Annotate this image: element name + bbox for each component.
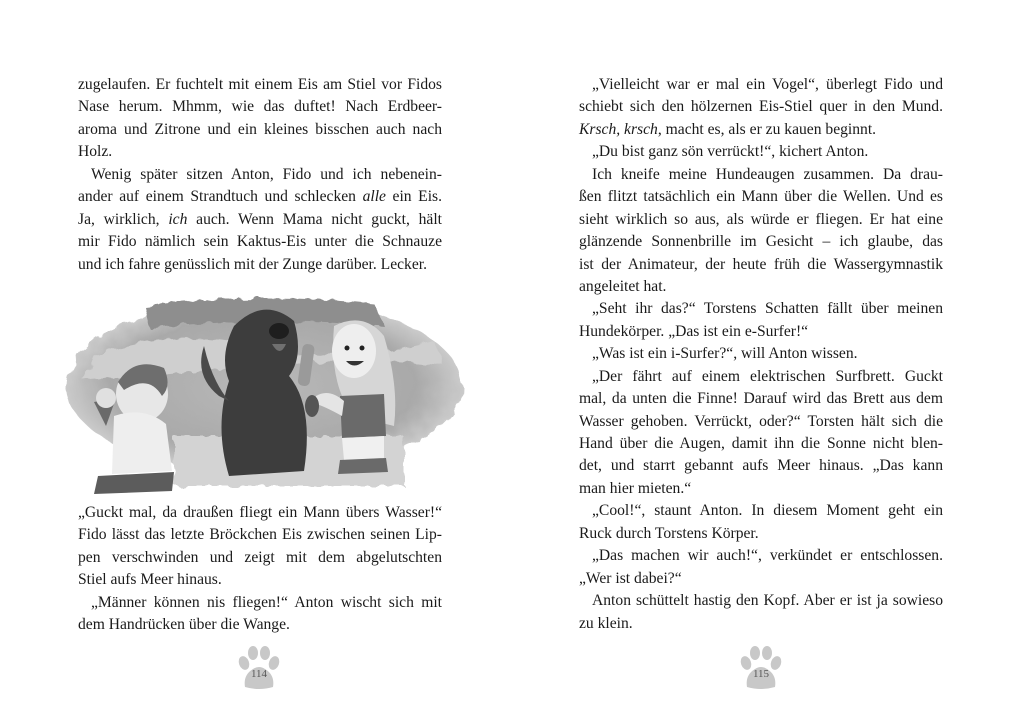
text-line: Fido lässt das letzte Bröckchen Eis zwischen seinen Lip- xyxy=(78,526,442,544)
text-line: mir Fido nämlich sein Kaktus-Eis unter die Schnauze xyxy=(78,233,442,251)
text-line: „Der fährt auf einem elektrischen Surfbrett. Guckt xyxy=(592,367,943,385)
text-line: zugelaufen. Er fuchtelt mit einem Eis am Stiel vor Fidos xyxy=(78,76,442,93)
text-line: angeleitet hat. xyxy=(579,277,667,295)
left-page-text-bottom xyxy=(78,502,442,637)
text-line: Stiel aufs Meer hinaus. xyxy=(78,571,222,589)
text-line: Ich kneife meine Hundeaugen zusammen. Da drau- xyxy=(592,165,943,183)
page-number-right xyxy=(737,645,785,691)
text-line: Nase herum. Mhmm, wie das duftet! Nach Erdbeer- xyxy=(78,98,442,116)
text-line: „Was ist ein i-Surfer?“, will Anton wissen. xyxy=(592,345,858,363)
text-line: Anton schüttelt hastig den Kopf. Aber er ist ja sowieso xyxy=(592,592,943,610)
text-line: „Cool!“, staunt Anton. In diesem Moment geht ein xyxy=(592,502,943,520)
text-line: Wenig später sitzen Anton, Fido und ich nebenein- xyxy=(91,165,442,183)
page-number-left xyxy=(235,645,283,691)
left-page xyxy=(78,74,442,637)
text-line: man hier mieten.“ xyxy=(579,479,692,497)
text-line: mal, da unten die Finne! Darauf wird das Brett aus dem xyxy=(579,390,943,408)
text-line: pen verschwinden und zeigt mit dem abgelutschten xyxy=(78,548,442,566)
illustration-kids-and-dog xyxy=(54,286,474,496)
text-line: det, und starrt gebannt aufs Meer hinaus. „Das kann xyxy=(579,457,943,475)
text-line: Hand über die Augen, damit ihn die Sonne nicht blen- xyxy=(579,435,943,452)
text-line: Ruck durch Torstens Körper. xyxy=(579,524,759,542)
text-line: Krsch, krsch, macht es, als er zu kauen beginnt. xyxy=(579,120,877,138)
text-line: Holz. xyxy=(78,143,113,161)
left-page-text-top xyxy=(78,74,442,276)
right-page xyxy=(579,74,943,635)
text-line: glänzende Sonnenbrille im Gesicht – ich glaube, das xyxy=(579,233,943,251)
text-line: „Das machen wir auch!“, verkündet er entschlossen. xyxy=(592,547,943,565)
text-line: „Seht ihr das?“ Torstens Schatten fällt über meinen xyxy=(592,300,943,318)
text-line: ander auf einem Strandtuch und schlecken alle ein Eis. xyxy=(78,188,442,206)
text-line: Hundekörper. „Das ist ein e-Surfer!“ xyxy=(579,322,809,340)
illustration-image xyxy=(54,286,474,496)
text-line: dem Handrücken über die Wange. xyxy=(78,616,290,634)
text-line: „Wer ist dabei?“ xyxy=(579,569,682,587)
text-line: „Guckt mal, da draußen fliegt ein Mann übers Wasser!“ xyxy=(78,503,442,521)
text-line: sieht wirklich so aus, als würde er fliegen. Er hat eine xyxy=(579,210,943,228)
text-line: ßen flitzt tatsächlich ein Mann über die Wellen. Und es xyxy=(579,188,943,206)
text-line: „Männer können nis fliegen!“ Anton wischt sich mit xyxy=(91,593,442,611)
text-line: Wasser gehoben. Verrückt, oder?“ Torsten hält sich die xyxy=(579,412,943,430)
right-page-text xyxy=(579,74,943,635)
text-line: Ja, wirklich, ich auch. Wenn Mama nicht guckt, hält xyxy=(78,210,442,228)
text-line: „Vielleicht war er mal ein Vogel“, überlegt Fido und xyxy=(592,76,943,93)
text-line: aroma und Zitrone und ein kleines bisschen auch nach xyxy=(78,120,442,138)
text-line: ist der Animateur, der heute früh die Wassergymnastik xyxy=(579,255,943,273)
text-line: zu klein. xyxy=(579,614,633,632)
text-line: „Du bist ganz sön verrückt!“, kichert Anton. xyxy=(592,143,869,161)
text-line: und ich fahre genüsslich mit der Zunge darüber. Lecker. xyxy=(78,255,428,273)
page-number-text: 115 xyxy=(752,668,770,680)
page-number-text: 114 xyxy=(250,668,268,680)
text-line: schiebt sich den hölzernen Eis-Stiel quer in den Mund. xyxy=(579,98,943,116)
